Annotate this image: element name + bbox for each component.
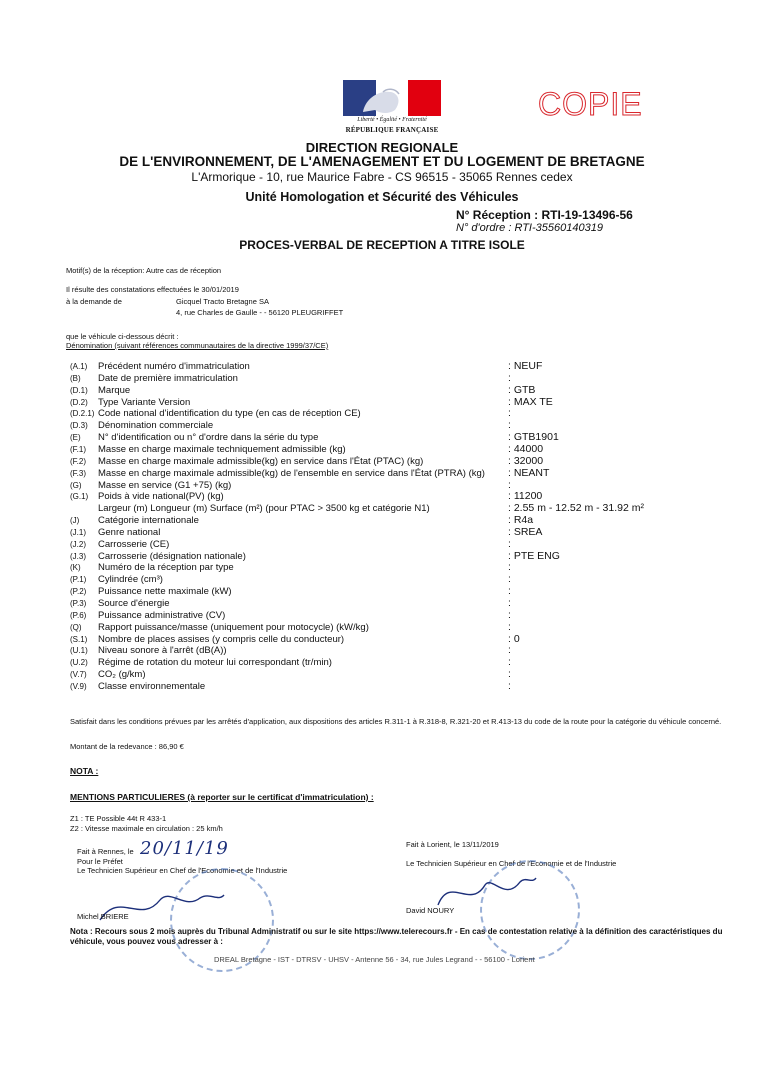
- characteristic-row: [0, 574, 764, 586]
- redevance-text: Montant de la redevance : 86,90 €: [70, 742, 184, 751]
- row-label: Régime de rotation du moteur lui correspondant (tr/min): [98, 657, 332, 668]
- mention-z1: Z1 : TE Possible 44t R 433-1: [70, 814, 167, 823]
- row-label: Code national d'identification du type (en cas de réception CE): [98, 408, 361, 419]
- row-code: (V.7): [70, 670, 87, 679]
- characteristic-row: [0, 562, 764, 574]
- row-code: (U.1): [70, 646, 88, 655]
- row-code: (P.6): [70, 611, 87, 620]
- row-value: : PTE ENG: [508, 550, 560, 562]
- demande-label: à la demande de: [66, 297, 122, 306]
- header-address: L'Armorique - 10, rue Maurice Fabre - CS 96515 - 35065 Rennes cedex: [191, 170, 573, 184]
- mentions-title: MENTIONS PARTICULIERES (à reporter sur le certificat d'immatriculation) :: [70, 792, 374, 802]
- row-value: : R4a: [508, 514, 534, 526]
- satisfait-text: Satisfait dans les conditions prévues par les arrêtés d'application, aux dispositions des articles R.311-1 à R.318-8, R.321-20 et R.413-13 du code de la route pour la catégorie du véhicule concerné.: [70, 717, 722, 726]
- row-value: :: [508, 407, 511, 419]
- row-value: :: [508, 644, 511, 656]
- characteristic-row: [0, 444, 764, 456]
- characteristic-row: [0, 491, 764, 503]
- row-label: CO₂ (g/km): [98, 669, 146, 680]
- row-code: (A.1): [70, 362, 88, 371]
- row-label: Largeur (m) Longueur (m) Surface (m²) (pour PTAC > 3500 kg et catégorie N1): [98, 503, 430, 514]
- characteristic-row: [0, 456, 764, 468]
- mention-z2: Z2 : Vitesse maximale en circulation : 25 km/h: [70, 824, 223, 833]
- left-role: Le Technicien Supérieur en Chef de l'Economie et de l'Industrie: [77, 866, 288, 875]
- row-code: (J): [70, 516, 80, 525]
- row-label: Nombre de places assises (y compris celle du conducteur): [98, 634, 345, 645]
- left-fait-a: Fait à Rennes, le: [77, 847, 134, 856]
- row-label: Source d'énergie: [98, 598, 170, 609]
- characteristic-row: [0, 408, 764, 420]
- row-value: :: [508, 538, 511, 550]
- row-value: : NEANT: [508, 467, 550, 479]
- logo-name: RÉPUBLIQUE FRANÇAISE: [345, 126, 439, 134]
- row-label: N° d'identification ou n° d'ordre dans la série du type: [98, 432, 319, 443]
- header-environnement: DE L'ENVIRONNEMENT, DE L'AMENAGEMENT ET DU LOGEMENT DE BRETAGNE: [119, 154, 645, 169]
- row-label: Cylindrée (cm³): [98, 574, 163, 585]
- row-value: :: [508, 585, 511, 597]
- ordre-number: N° d'ordre : RTI-35560140319: [456, 222, 603, 234]
- characteristic-row: [0, 681, 764, 693]
- row-code: (V.9): [70, 682, 87, 691]
- left-signer-name: Michel BRIERE: [77, 912, 129, 921]
- row-label: Type Variante Version: [98, 397, 191, 408]
- row-code: (J.1): [70, 528, 86, 537]
- demandeur-name: Gicquel Tracto Bretagne SA: [176, 297, 269, 306]
- right-fait-a: Fait à Lorient, le 13/11/2019: [406, 840, 499, 849]
- row-value: :: [508, 621, 511, 633]
- characteristic-row: [0, 503, 764, 515]
- row-value: :: [508, 609, 511, 621]
- row-code: (D.2): [70, 398, 88, 407]
- row-code: (G): [70, 481, 82, 490]
- row-label: Catégorie internationale: [98, 515, 199, 526]
- row-value: : MAX TE: [508, 396, 553, 408]
- row-code: (B): [70, 374, 81, 383]
- row-value: : NEUF: [508, 360, 543, 372]
- characteristic-row: [0, 468, 764, 480]
- row-value: :: [508, 656, 511, 668]
- row-code: (E): [70, 433, 81, 442]
- row-label: Masse en charge maximale techniquement admissible (kg): [98, 444, 346, 455]
- row-code: (S.1): [70, 635, 88, 644]
- header-unit: Unité Homologation et Sécurité des Véhicules: [245, 190, 519, 204]
- right-role: Le Technicien Supérieur en Chef de l'Economie et de l'Industrie: [406, 859, 617, 868]
- row-code: (G.1): [70, 492, 89, 501]
- row-label: Poids à vide national(PV) (kg): [98, 491, 224, 502]
- row-value: : 0: [508, 633, 520, 645]
- characteristic-row: [0, 586, 764, 598]
- characteristic-row: [0, 669, 764, 681]
- row-label: Genre national: [98, 527, 161, 538]
- row-value: : SREA: [508, 526, 543, 538]
- row-label: Dénomination commerciale: [98, 420, 214, 431]
- row-value: :: [508, 597, 511, 609]
- row-label: Carrosserie (CE): [98, 539, 170, 550]
- row-label: Numéro de la réception par type: [98, 562, 234, 573]
- row-value: :: [508, 680, 511, 692]
- row-code: (F.2): [70, 457, 86, 466]
- row-label: Masse en service (G1 +75) (kg): [98, 480, 232, 491]
- row-value: :: [508, 561, 511, 573]
- row-label: Puissance nette maximale (kW): [98, 586, 232, 597]
- row-value: :: [508, 479, 511, 491]
- row-label: Date de première immatriculation: [98, 373, 238, 384]
- row-code: (P.1): [70, 575, 87, 584]
- characteristic-row: [0, 645, 764, 657]
- characteristic-row: [0, 539, 764, 551]
- row-code: (D.2.1): [70, 409, 95, 418]
- row-label: Puissance administrative (CV): [98, 610, 226, 621]
- row-code: (U.2): [70, 658, 88, 667]
- handwritten-date: 20/11/19: [140, 838, 229, 859]
- reception-number: N° Réception : RTI-19-13496-56: [456, 208, 633, 222]
- footer-address: DREAL Bretagne - IST - DTRSV - UHSV - Antenne 56 - 34, rue Jules Legrand - - 56100 - Lorient: [214, 955, 535, 964]
- row-value: : GTB1901: [508, 431, 559, 443]
- vehicule-decrit-text: que le véhicule ci-dessous décrit :: [66, 332, 179, 341]
- characteristic-row: [0, 373, 764, 385]
- row-value: : 11200: [508, 490, 543, 502]
- characteristic-row: [0, 432, 764, 444]
- row-code: (D.1): [70, 386, 88, 395]
- row-code: (D.3): [70, 421, 88, 430]
- footer-nota: Nota : Recours sous 2 mois auprès du Tribunal Administratif ou sur le site https://www.telerecours.fr - En cas de contestation relative à la définition des caractéristiques du véhicule, vous pouvez vous adresser à :: [70, 927, 723, 946]
- row-code: (K): [70, 563, 81, 572]
- left-prefet: Pour le Préfet: [77, 857, 123, 866]
- left-signature-graphic: [90, 880, 230, 930]
- row-value: :: [508, 668, 511, 680]
- row-value: :: [508, 372, 511, 384]
- row-label: Précédent numéro d'immatriculation: [98, 361, 250, 372]
- denomination-heading: Dénomination (suivant références communautaires de la directive 1999/37/CE): [66, 341, 329, 350]
- row-code: (F.3): [70, 469, 86, 478]
- characteristic-row: [0, 385, 764, 397]
- logo-motto: Liberté • Égalité • Fraternité: [357, 117, 427, 123]
- row-label: Marque: [98, 385, 131, 396]
- row-value: :: [508, 419, 511, 431]
- demandeur-address: 4, rue Charles de Gaulle - - 56120 PLEUGRIFFET: [176, 308, 344, 317]
- characteristic-row: [0, 527, 764, 539]
- row-value: :: [508, 573, 511, 585]
- row-value: : 2.55 m - 12.52 m - 31.92 m²: [508, 502, 644, 514]
- row-value: : 32000: [508, 455, 544, 467]
- motif-text: Motif(s) de la réception: Autre cas de réception: [66, 266, 222, 275]
- row-code: (Q): [70, 623, 82, 632]
- row-code: (P.3): [70, 599, 87, 608]
- pv-title: PROCES-VERBAL DE RECEPTION A TITRE ISOLE: [239, 238, 525, 252]
- row-code: (F.1): [70, 445, 86, 454]
- row-code: (P.2): [70, 587, 87, 596]
- row-label: Classe environnementale: [98, 681, 206, 692]
- row-label: Rapport puissance/masse (uniquement pour motocycle) (kW/kg): [98, 622, 369, 633]
- row-label: Masse en charge maximale admissible(kg) de l'ensemble en service dans l'État (PTRA) (kg): [98, 468, 485, 479]
- characteristic-row: [0, 361, 764, 373]
- row-code: (J.2): [70, 540, 86, 549]
- characteristic-row: [0, 622, 764, 634]
- row-value: : 44000: [508, 443, 544, 455]
- header-direction: DIRECTION REGIONALE: [305, 140, 459, 155]
- characteristic-row: [0, 420, 764, 432]
- characteristic-row: [0, 657, 764, 669]
- characteristic-row: [0, 610, 764, 622]
- row-value: : GTB: [508, 384, 536, 396]
- row-label: Niveau sonore à l'arrêt (dB(A)): [98, 645, 227, 656]
- characteristic-row: [0, 598, 764, 610]
- nota-label: NOTA :: [70, 766, 99, 776]
- row-label: Masse en charge maximale admissible(kg) en service dans l'État (PTAC) (kg): [98, 456, 424, 467]
- constatations-text: Il résulte des constatations effectuées le 30/01/2019: [66, 285, 239, 294]
- row-label: Carrosserie (désignation nationale): [98, 551, 246, 562]
- copie-stamp: COPIE: [538, 86, 643, 122]
- row-code: (J.3): [70, 552, 86, 561]
- characteristic-row: [0, 515, 764, 527]
- right-signer-name: David NOURY: [406, 906, 455, 915]
